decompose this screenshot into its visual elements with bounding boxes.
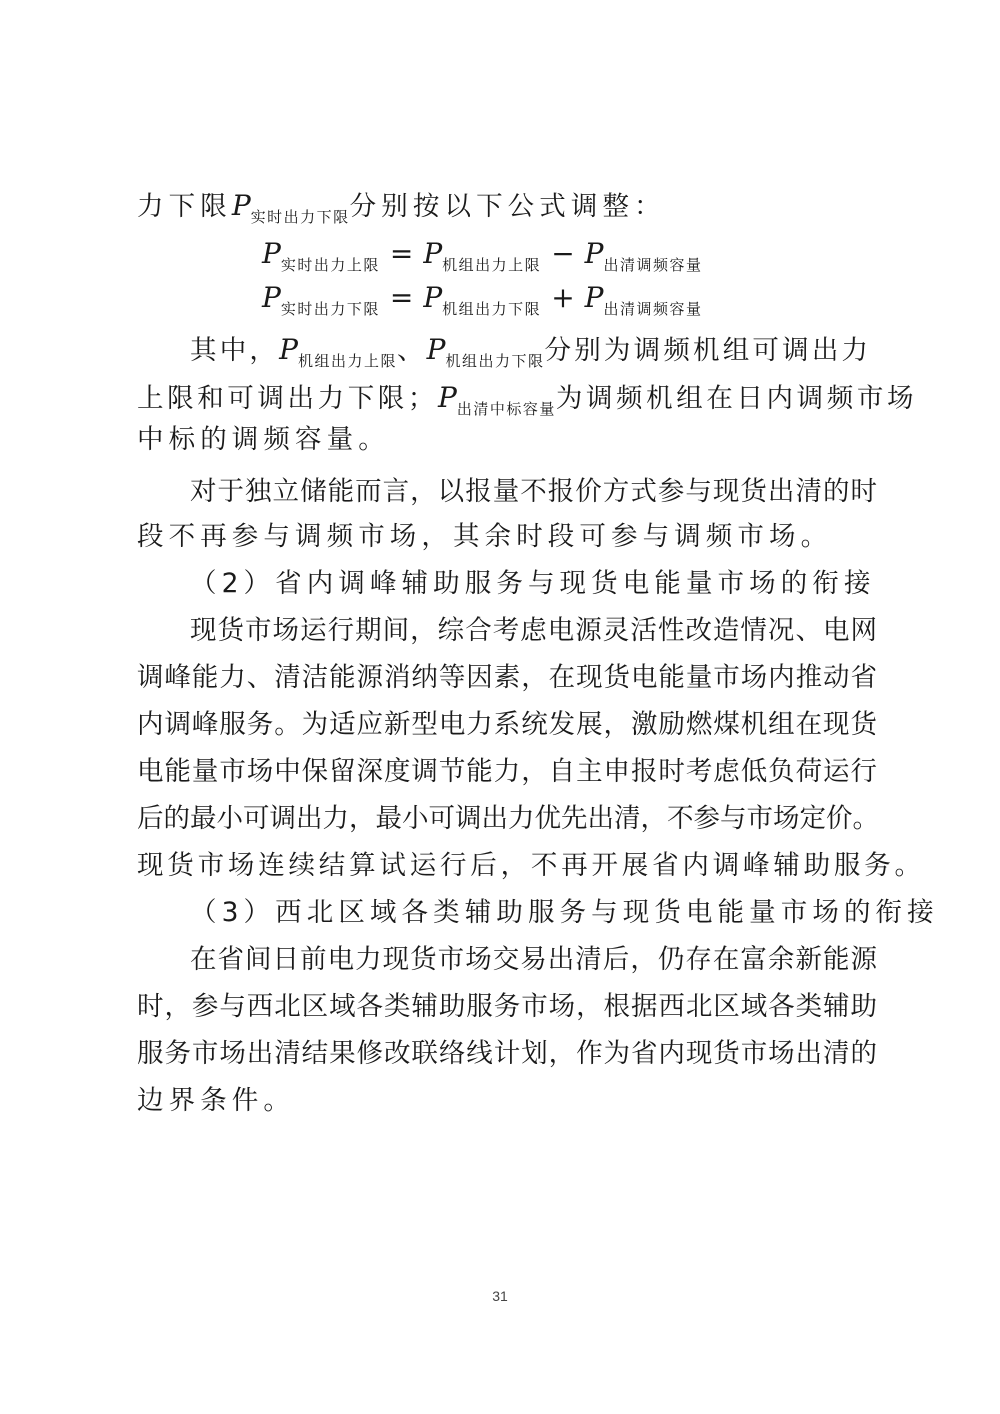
equals-sign: = xyxy=(389,237,414,270)
text-line: 段不再参与调频市场，其余时段可参与调频市场。 xyxy=(137,521,833,552)
subscript: 实时出力上限 xyxy=(280,256,380,274)
symbol-p: P xyxy=(262,237,281,270)
text-line: 对于独立储能而言，以报量不报价方式参与现货出清的时 xyxy=(190,476,877,507)
formula-lower-limit xyxy=(262,278,703,318)
symbol-p: P xyxy=(423,281,443,314)
page-number: 31 xyxy=(492,1288,508,1304)
text-line: 时，参与西北区域各类辅助服务市场，根据西北区域各类辅助 xyxy=(137,991,877,1022)
subscript: 机组出力下限 xyxy=(445,352,545,370)
subscript: 出清调频容量 xyxy=(603,300,703,318)
subscript: 机组出力上限 xyxy=(442,256,542,274)
text-line-1 xyxy=(137,186,877,226)
subscript: 机组出力下限 xyxy=(442,300,542,318)
text-line-where xyxy=(190,330,877,370)
text-line: 边界条件。 xyxy=(137,1085,295,1116)
formula-upper-limit xyxy=(262,234,703,274)
text-line: 在省间日前电力现货市场交易出清后，仍存在富余新能源 xyxy=(190,944,877,975)
text: 上限和可调出力下限； xyxy=(137,383,438,414)
text-line: 现货市场连续结算试运行后，不再开展省内调峰辅助服务。 xyxy=(137,850,925,881)
symbol-p: P xyxy=(231,189,251,222)
symbol-p: P xyxy=(279,333,298,366)
subscript: 出清调频容量 xyxy=(603,256,703,274)
subscript: 机组出力上限 xyxy=(297,352,397,370)
text: 其中， xyxy=(190,335,280,366)
text: 分别为调频机组可调出力 xyxy=(544,335,872,366)
symbol-p: P xyxy=(262,281,281,314)
section-heading-3: （3）西北区域各类辅助服务与现货电能量市场的衔接 xyxy=(190,897,939,928)
text-line: 现货市场运行期间，综合考虑电源灵活性改造情况、电网 xyxy=(190,615,877,646)
section-heading-2: （2）省内调峰辅助服务与现货电能量市场的衔接 xyxy=(190,568,876,599)
subscript: 出清中标容量 xyxy=(456,400,556,418)
symbol-p: P xyxy=(426,333,446,366)
text-line-where-2 xyxy=(137,378,918,418)
minus-sign: − xyxy=(551,237,575,270)
text: 为调频机组在日内调频市场 xyxy=(555,383,918,414)
subscript: 实时出力下限 xyxy=(280,300,380,318)
text-line: 后的最小可调出力，最小可调出力优先出清，不参与市场定价。 xyxy=(137,803,879,834)
symbol-p: P xyxy=(584,237,604,270)
symbol-p: P xyxy=(423,237,443,270)
text: 分别按以下公式调整： xyxy=(349,191,666,222)
text-line: 内调峰服务。为适应新型电力系统发展，激励燃煤机组在现货 xyxy=(137,709,877,740)
text-line: 中标的调频容量。 xyxy=(137,424,390,455)
symbol-p: P xyxy=(584,281,604,314)
text-line: 调峰能力、清洁能源消纳等因素，在现货电能量市场内推动省 xyxy=(137,662,877,693)
plus-sign: + xyxy=(551,281,575,314)
text-line: 服务市场出清结果修改联络线计划，作为省内现货市场出清的 xyxy=(137,1038,877,1069)
subscript: 实时出力下限 xyxy=(250,208,350,226)
text-line: 电能量市场中保留深度调节能力，自主申报时考虑低负荷运行 xyxy=(137,756,877,787)
symbol-p: P xyxy=(438,381,457,414)
equals-sign: = xyxy=(389,281,414,314)
text: 、 xyxy=(396,335,427,366)
text: 力下限 xyxy=(137,191,232,222)
